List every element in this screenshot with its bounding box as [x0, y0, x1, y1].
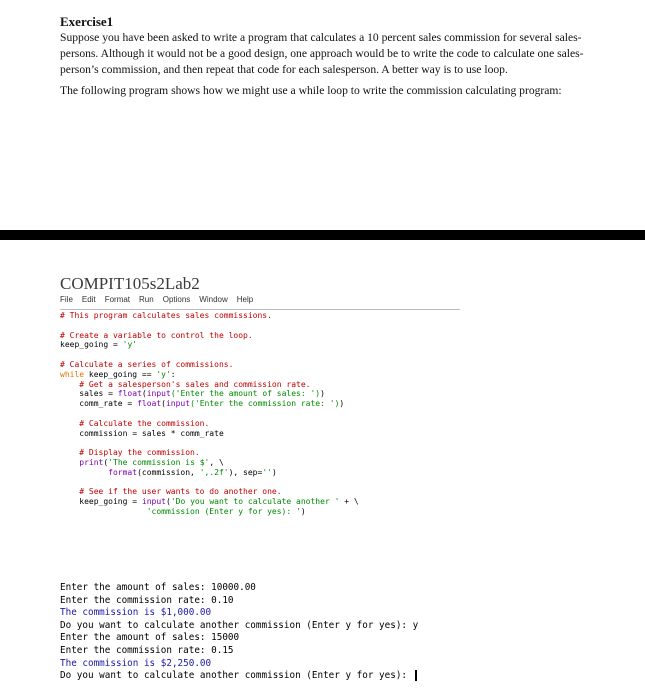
- code-text: keep_going =: [60, 497, 142, 507]
- code-text: (commission,: [137, 467, 200, 477]
- shell-input: 0.15: [211, 644, 234, 656]
- paragraph-line-2: persons. Although it would not be a good design, one approach would be to write the code to calculate one sales-: [60, 47, 584, 60]
- code-comment: # Create a variable to control the loop.: [60, 330, 253, 340]
- code-text: ): [271, 467, 277, 477]
- shell-prompt: Enter the amount of sales:: [60, 582, 212, 593]
- text-cursor: [415, 670, 417, 681]
- shell-prompt: Enter the amount of sales:: [60, 632, 212, 644]
- code-string: 'The commission is $': [108, 457, 210, 467]
- code-comment: # Display the commission.: [60, 448, 200, 458]
- menu-run[interactable]: Run: [139, 295, 154, 304]
- code-builtin: print: [60, 457, 104, 467]
- shell-input: 0.10: [211, 594, 234, 606]
- paragraph-2: The following program shows how we might use a while loop to write the commission calculating program:: [60, 84, 562, 97]
- separator-band: [0, 230, 645, 240]
- shell-prompt: Do you want to calculate another commission (Enter y for yes):: [60, 619, 413, 631]
- menu-window[interactable]: Window: [199, 295, 228, 304]
- menu-edit[interactable]: Edit: [81, 295, 96, 304]
- shell-prompt: Enter the commission rate:: [60, 594, 212, 606]
- code-text: (: [141, 389, 147, 399]
- code-comment: # Calculate the commission.: [60, 418, 210, 428]
- code-comment: # See if the user wants to do another one.: [60, 487, 282, 497]
- code-builtin: input: [146, 389, 171, 399]
- code-builtin: format: [60, 467, 138, 477]
- menu-file[interactable]: File: [60, 295, 73, 304]
- code-string: ',.2f': [199, 467, 229, 477]
- code-string: '': [262, 467, 272, 477]
- window-title: COMPIT105s2Lab2: [60, 274, 200, 293]
- code-string: 'commission (Enter y for yes): ': [60, 506, 301, 516]
- shell-input: y: [412, 619, 419, 631]
- code-text: comm_rate =: [60, 399, 138, 409]
- shell-result: The commission is $1,000.00: [60, 607, 212, 619]
- code-text: ): [339, 399, 345, 409]
- shell-output[interactable]: [60, 582, 418, 683]
- idle-screenshot: [0, 240, 645, 700]
- code-keyword: while: [60, 369, 85, 379]
- menu-bar: [60, 295, 460, 309]
- code-text: (: [103, 457, 109, 467]
- code-text: keep_going ==: [84, 369, 157, 379]
- code-string: 'y': [122, 340, 138, 350]
- code-comment: # Get a salesperson's sales and commission rate.: [60, 379, 311, 389]
- code-text: commission = sales * comm_rate: [60, 428, 224, 438]
- shell-input: 10000.00: [211, 582, 256, 593]
- code-builtin: float: [117, 389, 142, 399]
- code-builtin: input: [141, 497, 166, 507]
- code-comment: # Calculate a series of commissions.: [60, 359, 234, 369]
- code-text: ): [320, 389, 325, 399]
- code-builtin: input: [165, 399, 191, 409]
- paragraph-line-3: person’s commission, and then repeat that code for each salesperson. A better way is to use loop.: [60, 63, 508, 76]
- paragraph-line-1: Suppose you have been asked to write a program that calculates a 10 percent sales commission for several sales-: [60, 31, 582, 44]
- menu-divider: [60, 309, 460, 310]
- code-text: (: [161, 399, 166, 409]
- code-editor[interactable]: [60, 311, 359, 517]
- code-string: 'Do you want to calculate another ': [170, 497, 340, 507]
- menu-options[interactable]: Options: [162, 295, 191, 304]
- code-text: :: [170, 369, 176, 379]
- code-text: keep_going =: [60, 340, 123, 350]
- code-text: + \: [339, 497, 359, 507]
- shell-prompt: Enter the commission rate:: [60, 644, 212, 656]
- shell-result: The commission is $2,250.00: [60, 657, 212, 669]
- code-text: (: [165, 497, 171, 507]
- code-builtin: float: [137, 399, 162, 409]
- shell-input: 15000: [211, 632, 240, 644]
- code-text: , \: [209, 457, 224, 467]
- shell-prompt: Do you want to calculate another commission (Enter y for yes):: [60, 670, 413, 682]
- code-text: sales =: [60, 389, 118, 399]
- code-text: ): [300, 506, 306, 516]
- exercise-document: [60, 14, 620, 99]
- exercise-heading: Exercise1: [60, 14, 114, 29]
- code-string: 'y': [156, 369, 171, 379]
- code-comment: # This program calculates sales commissions.: [60, 311, 272, 320]
- menu-help[interactable]: Help: [236, 295, 254, 304]
- code-text: ), sep=: [228, 467, 263, 477]
- code-string: ('Enter the commission rate: '): [190, 399, 340, 409]
- code-string: ('Enter the amount of sales: '): [170, 389, 321, 399]
- menu-format[interactable]: Format: [104, 295, 131, 304]
